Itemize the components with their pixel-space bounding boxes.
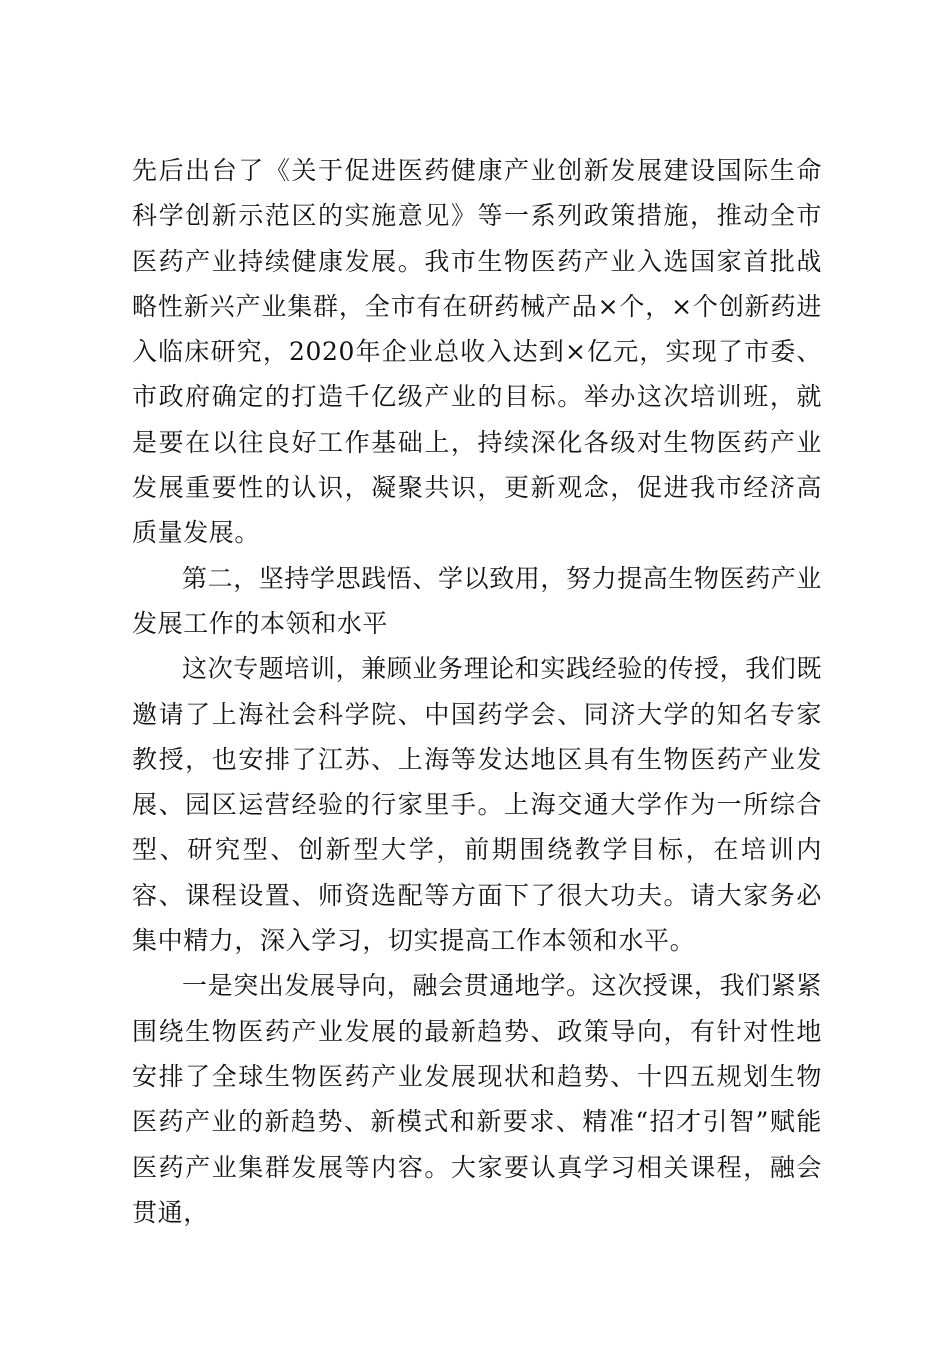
document-body (132, 148, 822, 1235)
paragraph-heading-second: 第二，坚持学思践悟、学以致用，努力提高生物医药产业发展工作的本领和水平 (132, 563, 823, 638)
paragraph-first-point: 一是突出发展导向，融会贯通地学。这次授课，我们紧紧围绕生物医药产业发展的最新趋势、政策导向，有针对性地安排了全球生物医药产业发展现状和趋势、十四五规划生物医药产业的新趋势、新模式和新要求、精准“招才引智”赋能医药产业集群发展等内容。大家要认真学习相关课程，融会贯通， (132, 971, 823, 1227)
paragraph-policy-measures: 先后出台了《关于促进医药健康产业创新发展建设国际生命科学创新示范区的实施意见》等一系列政策措施，推动全市医药产业持续健康发展。我市生物医药产业入选国家首批战略性新兴产业集群，全市有在研药械产品×个，×个创新药进入临床研究，2020年企业总收入达到×亿元，实现了市委、市政府确定的打造千亿级产业的目标。举办这次培训班，就是要在以往良好工作基础上，持续深化各级对生物医药产业发展重要性的认识，凝聚共识，更新观念，促进我市经济高质量发展。 (132, 156, 822, 548)
paragraph-training-overview: 这次专题培训，兼顾业务理论和实践经验的传授，我们既邀请了上海社会科学院、中国药学会、同济大学的知名专家教授，也安排了江苏、上海等发达地区具有生物医药产业发展、园区运营经验的行家里手。上海交通大学作为一所综合型、研究型、创新型大学，前期围绕教学目标，在培训内容、课程设置、师资选配等方面下了很大功夫。请大家务必集中精力，深入学习，切实提高工作本领和水平。 (132, 654, 823, 956)
